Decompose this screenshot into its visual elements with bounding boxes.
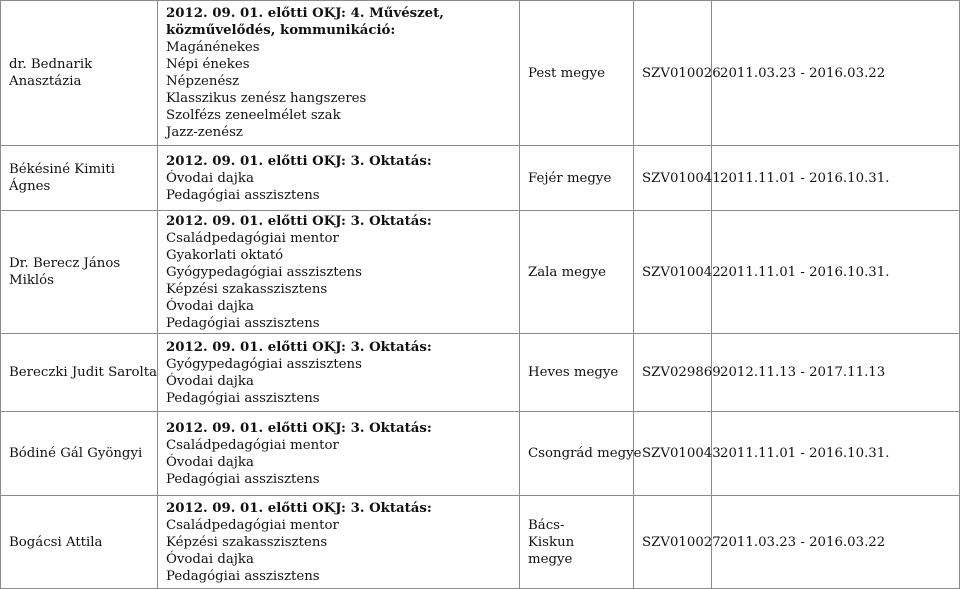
qualification-item: Képzési szakasszisztens xyxy=(166,281,328,297)
qualification-item: Gyakorlati oktató xyxy=(166,247,284,263)
registration-code: SZV010043 xyxy=(634,412,712,496)
qualification-item: Családpedagógiai mentor xyxy=(166,437,339,453)
county: Csongrád megye xyxy=(520,412,634,496)
qualification-cell xyxy=(158,146,520,211)
registration-code: SZV010026 xyxy=(634,1,712,146)
validity-period: 2011.11.01 - 2016.10.31. xyxy=(712,211,960,334)
qualification-item: Pedagógiai asszisztens xyxy=(166,568,320,584)
qualification-item: Óvodai dajka xyxy=(166,373,254,389)
okj-heading: 2012. 09. 01. előtti OKJ: 3. Oktatás: xyxy=(166,339,432,355)
qualification-cell xyxy=(158,211,520,334)
qualification-cell xyxy=(158,1,520,146)
validity-period: 2011.03.23 - 2016.03.22 xyxy=(712,1,960,146)
county: Bács-Kiskun megye xyxy=(520,496,634,589)
qualification-item: Családpedagógiai mentor xyxy=(166,517,339,533)
registration-code: SZV010041 xyxy=(634,146,712,211)
validity-period: 2011.03.23 - 2016.03.22 xyxy=(712,496,960,589)
okj-heading: 2012. 09. 01. előtti OKJ: 3. Oktatás: xyxy=(166,213,432,229)
county: Zala megye xyxy=(520,211,634,334)
county: Pest megye xyxy=(520,1,634,146)
qualification-item: Képzési szakasszisztens xyxy=(166,534,328,550)
expert-name: Dr. Berecz János Miklós xyxy=(1,211,158,334)
validity-period: 2012.11.13 - 2017.11.13 xyxy=(712,334,960,412)
qualification-item: Pedagógiai asszisztens xyxy=(166,315,320,331)
okj-heading: 2012. 09. 01. előtti OKJ: 3. Oktatás: xyxy=(166,153,432,169)
qualification-item: Jazz-zenész xyxy=(166,125,243,140)
table-row xyxy=(1,496,960,589)
validity-period: 2011.11.01 - 2016.10.31. xyxy=(712,146,960,211)
county: Fejér megye xyxy=(520,146,634,211)
registration-code: SZV010027 xyxy=(634,496,712,589)
qualification-cell xyxy=(158,412,520,496)
qualification-item: Óvodai dajka xyxy=(166,170,254,186)
expert-name: Békésiné Kimiti Ágnes xyxy=(1,146,158,211)
qualification-item: Óvodai dajka xyxy=(166,454,254,470)
table-row xyxy=(1,1,960,146)
qualification-item: Óvodai dajka xyxy=(166,551,254,567)
qualification-item: Népzenész xyxy=(166,74,240,89)
validity-period: 2011.11.01 - 2016.10.31. xyxy=(712,412,960,496)
okj-heading: 2012. 09. 01. előtti OKJ: 3. Oktatás: xyxy=(166,420,432,436)
expert-name: Bódiné Gál Gyöngyi xyxy=(1,412,158,496)
expert-name: Bogácsi Attila xyxy=(1,496,158,589)
county: Heves megye xyxy=(520,334,634,412)
table-body xyxy=(1,1,960,589)
expert-name: dr. Bednarik Anasztázia xyxy=(1,1,158,146)
qualification-item: Pedagógiai asszisztens xyxy=(166,471,320,487)
qualification-item: Szolfézs zeneelmélet szak xyxy=(166,108,341,123)
qualification-item: Népi énekes xyxy=(166,57,250,72)
okj-heading: 2012. 09. 01. előtti OKJ: 4. Művészet, közművelődés, kommunikáció: xyxy=(166,6,444,38)
expert-name: Bereczki Judit Sarolta xyxy=(1,334,158,412)
qualification-item: Magánénekes xyxy=(166,40,260,55)
table-row xyxy=(1,412,960,496)
qualification-cell xyxy=(158,496,520,589)
qualification-item: Pedagógiai asszisztens xyxy=(166,187,320,203)
qualification-item: Pedagógiai asszisztens xyxy=(166,390,320,406)
qualification-cell xyxy=(158,334,520,412)
qualification-item: Gyógypedagógiai asszisztens xyxy=(166,264,362,280)
qualification-item: Gyógypedagógiai asszisztens xyxy=(166,356,362,372)
qualification-item: Óvodai dajka xyxy=(166,298,254,314)
registration-code: SZV029869 xyxy=(634,334,712,412)
okj-heading: 2012. 09. 01. előtti OKJ: 3. Oktatás: xyxy=(166,500,432,516)
table-row xyxy=(1,334,960,412)
table-row xyxy=(1,146,960,211)
qualification-item: Klasszikus zenész hangszeres xyxy=(166,91,367,106)
registration-code: SZV010042 xyxy=(634,211,712,334)
table-row xyxy=(1,211,960,334)
qualification-item: Családpedagógiai mentor xyxy=(166,230,339,246)
